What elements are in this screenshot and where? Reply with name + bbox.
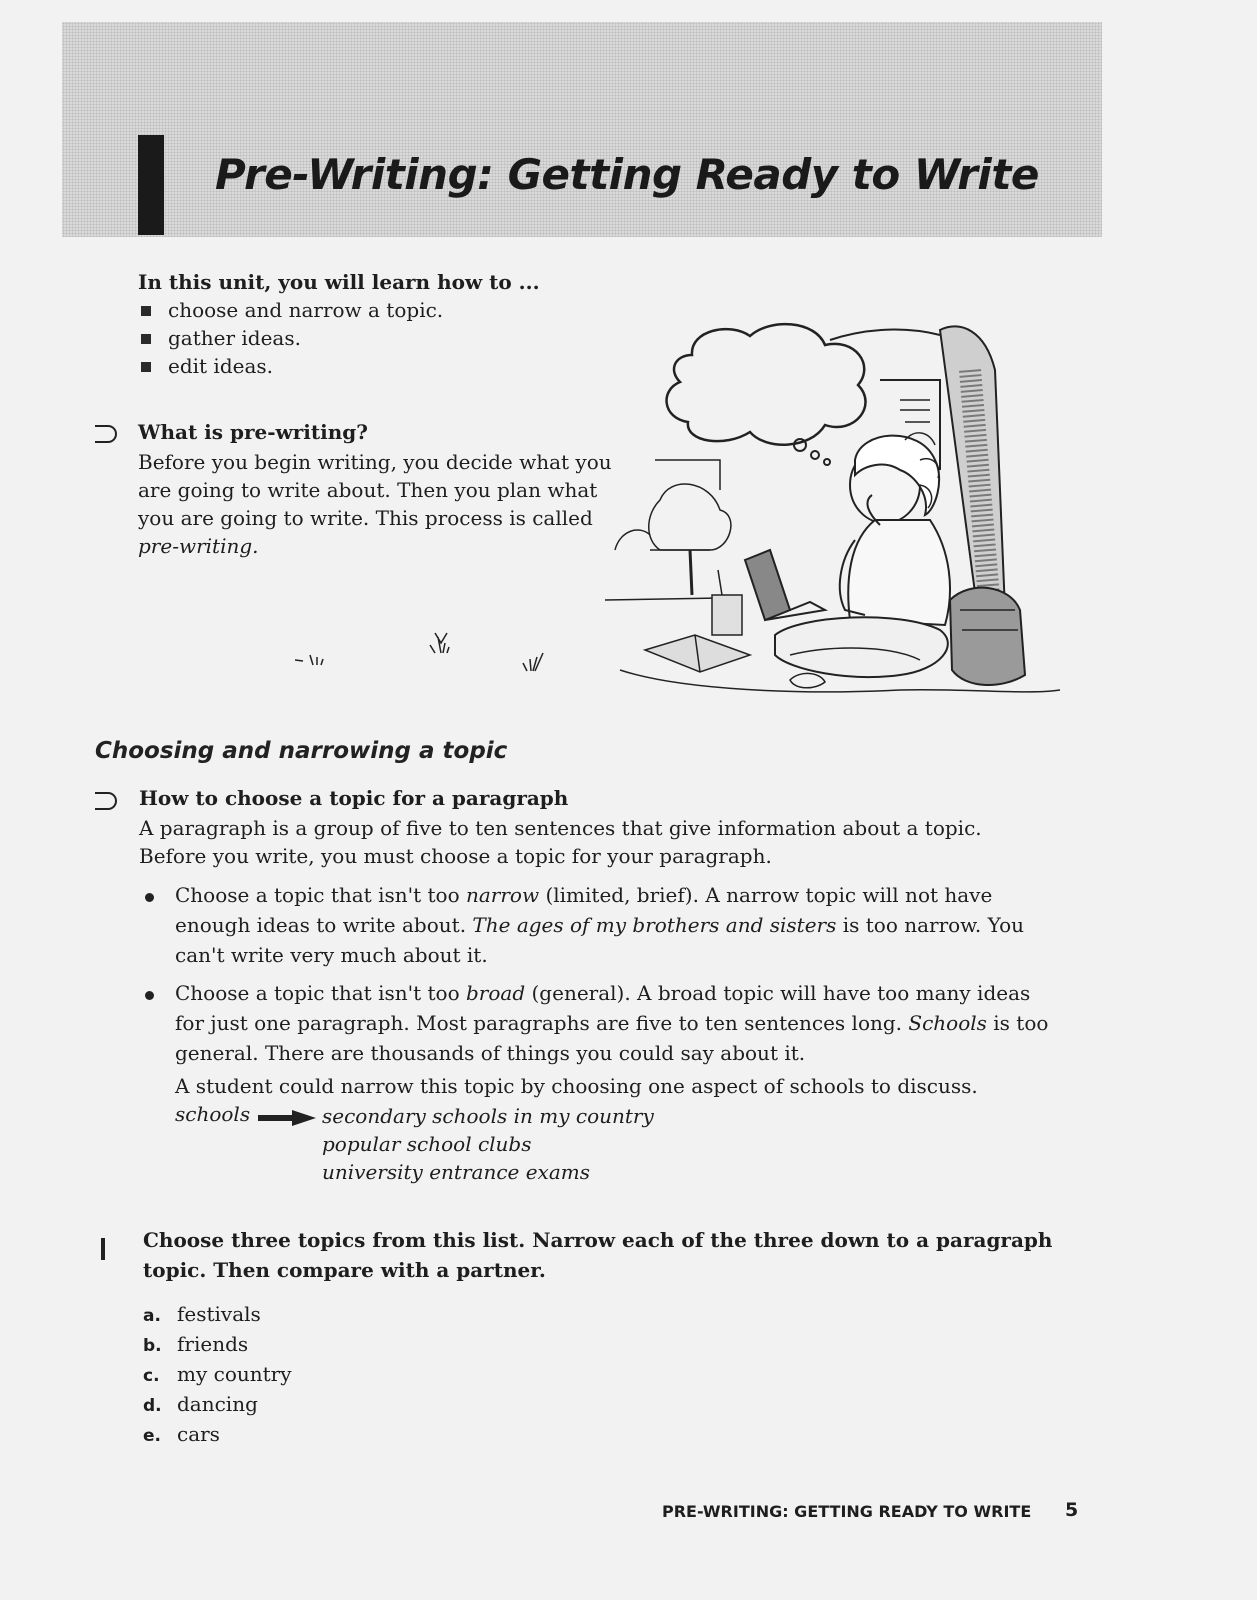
narrowed-topics	[322, 1102, 654, 1186]
topic-option	[143, 1360, 292, 1390]
topic-heading: How to choose a topic for a paragraph	[139, 786, 569, 810]
bullet-text: Choose a topic that isn't too	[175, 883, 466, 907]
bullet-broad	[175, 978, 1055, 1068]
objective-item: gather ideas.	[138, 324, 540, 352]
bullet-text: (general). A broad topic will have too many ideas for just one paragraph. Most paragraphs are five to ten sentences long.	[175, 981, 1031, 1035]
option-text: festivals	[177, 1302, 261, 1326]
student-thinking-illustration	[600, 310, 1080, 720]
learning-objectives	[138, 268, 540, 380]
broad-topic-label: schools	[175, 1102, 251, 1126]
pre-writing-term: pre-writing.	[138, 534, 259, 558]
narrowed-topic: popular school clubs	[322, 1132, 532, 1156]
what-is-body: Before you begin writing, you decide what you are going to write about. Then you plan what you are going to write. This process is called	[138, 450, 612, 530]
exercise-instruction: Choose three topics from this list. Narrow each of the three down to a paragraph topic. Then compare with a partner.	[143, 1228, 1053, 1282]
bullet-icon	[145, 991, 154, 1000]
option-letter: b.	[143, 1336, 162, 1356]
unit-marker-bar	[138, 135, 164, 235]
narrowed-topic: secondary schools in my country	[322, 1104, 654, 1128]
broad-term: broad	[466, 981, 526, 1005]
bullet-text: (limited, brief). A narrow topic will not have enough ideas to write about.	[175, 883, 993, 937]
topic-intro: A paragraph is a group of five to ten sentences that give information about a topic. Before you write, you must choose a topic for your paragraph.	[139, 816, 982, 868]
broad-example: Schools	[908, 1011, 987, 1035]
what-is-heading: What is pre-writing?	[138, 420, 368, 444]
bullet-text: is too narrow. You can't write very much about it.	[175, 913, 1025, 967]
topic-option	[143, 1420, 292, 1450]
hook-arrow-icon	[95, 792, 117, 810]
topic-option	[143, 1330, 292, 1360]
option-text: cars	[177, 1422, 220, 1446]
narrow-term: narrow	[466, 883, 540, 907]
narrowing-example-intro: A student could narrow this topic by choosing one aspect of schools to discuss.	[175, 1074, 978, 1098]
topic-option	[143, 1300, 292, 1330]
running-footer-title: PRE-WRITING: GETTING READY TO WRITE	[662, 1502, 1032, 1521]
objectives-intro: In this unit, you will learn how to ...	[138, 270, 540, 294]
bullet-narrow	[175, 880, 1055, 970]
what-is-text	[138, 448, 618, 560]
option-letter: a.	[143, 1306, 161, 1326]
option-letter: d.	[143, 1396, 162, 1416]
option-text: dancing	[177, 1392, 258, 1416]
bullet-text: Choose a topic that isn't too	[175, 981, 466, 1005]
unit-header-band	[62, 22, 1102, 237]
bullet-icon	[145, 893, 154, 902]
hook-arrow-icon	[95, 425, 117, 443]
unit-title: Pre-Writing: Getting Ready to Write	[215, 150, 1039, 199]
topic-options-list	[143, 1300, 292, 1450]
section-title: Choosing and narrowing a topic	[95, 738, 508, 764]
option-letter: e.	[143, 1426, 161, 1446]
topic-option	[143, 1390, 292, 1420]
page-number: 5	[1065, 1499, 1079, 1521]
option-text: friends	[177, 1332, 249, 1356]
option-text: my country	[177, 1362, 292, 1386]
narrowed-topic: university entrance exams	[322, 1160, 590, 1184]
narrow-example: The ages of my brothers and sisters	[472, 913, 837, 937]
exercise-number-marker	[101, 1238, 105, 1260]
objective-item: edit ideas.	[138, 352, 540, 380]
bullet-text: is too general. There are thousands of things you could say about it.	[175, 1011, 1049, 1065]
option-letter: c.	[143, 1366, 160, 1386]
right-arrow-icon	[258, 1110, 316, 1126]
grass-tufts-decoration	[295, 625, 555, 675]
objective-item: choose and narrow a topic.	[138, 296, 540, 324]
